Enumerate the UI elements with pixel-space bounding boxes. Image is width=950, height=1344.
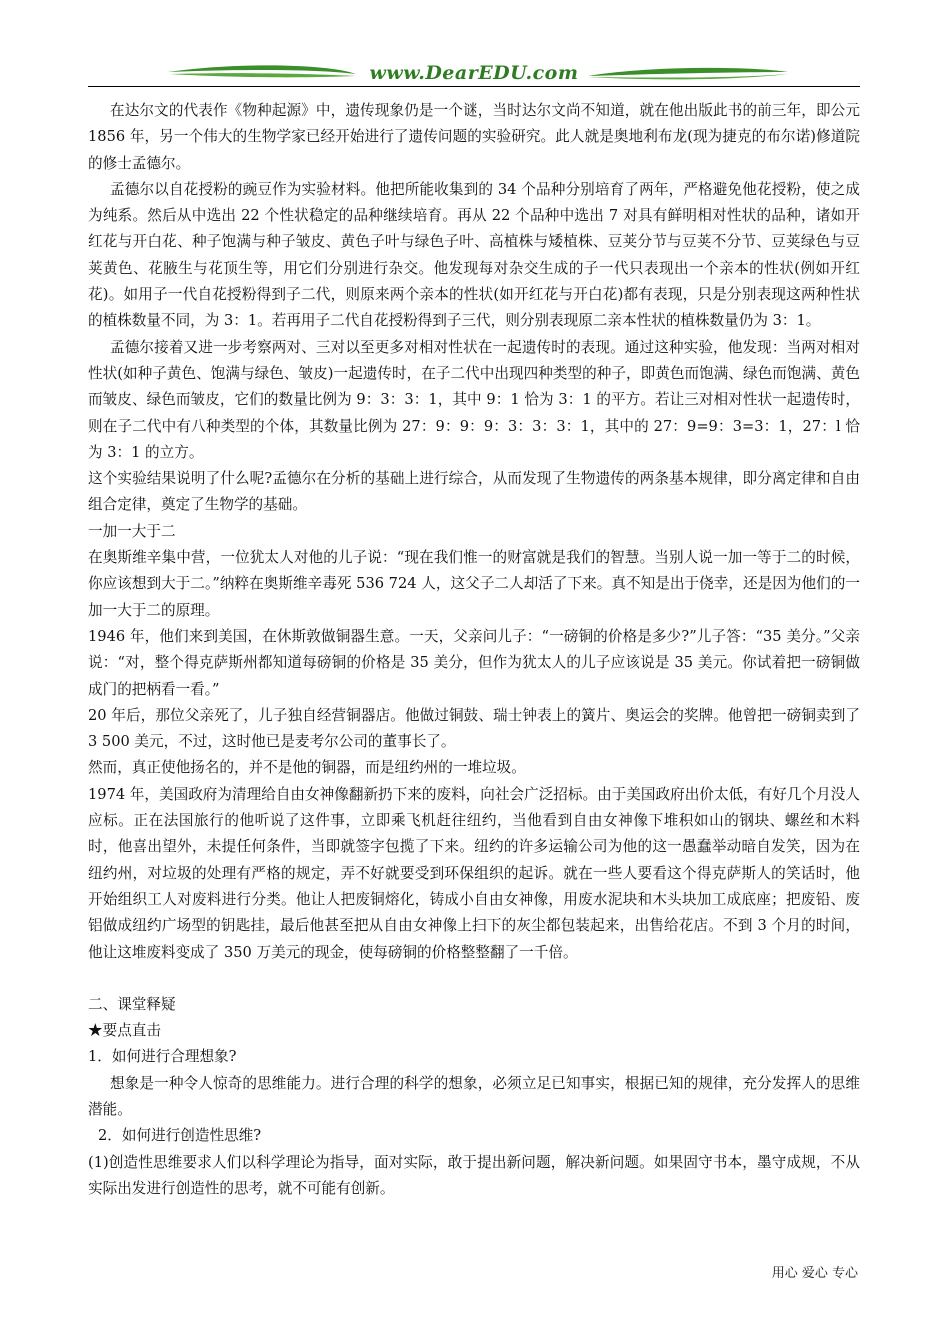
paragraph-20-years-later: 20 年后，那位父亲死了，儿子独自经营铜器店。他做过铜鼓、瑞士钟表上的簧片、奥运会的奖牌。他曾把一磅铜卖到了 3 500 美元，不过，这时他已是麦考尔公司的董事长了。 xyxy=(88,706,860,751)
answer-1: 想象是一种令人惊奇的思维能力。进行合理的科学的想象，必须立足已知事实，根据已知的规律，充分发挥人的思维潜能。 xyxy=(88,1074,860,1118)
paragraph-auschwitz: 在奥斯维辛集中营，一位犹太人对他的儿子说：“现在我们惟一的财富就是我们的智慧。当别人说一加一等于二的时候，你应该想到大于二。”纳粹在奥斯维辛毒死 536 724 人，这父子二人却活了下来。真不知是出于侥幸，还是因为他们的一加一大于二的原理。 xyxy=(88,549,860,619)
section-title-one-plus-one: 一加一大于二 xyxy=(88,522,176,540)
paragraph-1946: 1946 年，他们来到美国，在休斯敦做铜器生意。一天，父亲问儿子：“一磅铜的价格是多少?”儿子答：“35 美分。”父亲说：“对，整个得克萨斯州都知道每磅铜的价格是 35 美分，但作为犹太人的儿子应该说是 35 美元。你试着把一磅铜做成门的把柄看一看。” xyxy=(88,627,860,698)
paragraph-mendel-multi-traits: 孟德尔接着又进一步考察两对、三对以至更多对相对性状在一起遗传时的表现。通过这种实验，他发现：当两对相对性状(如种子黄色、饱满与绿色、皱皮)一起遗传时，在子二代中出现四种类型的种子，即黄色而饱满、绿色而饱满、黄色而皱皮、绿色而皱皮，它们的数量比例为 9：3：3：1，其中 9：1 恰为 3：1 的平方。若让三对相对性状一起遗传时，则在子二代中有八种类型的个体，其数量比例为 27：9：9：9：3：3：3：1，其中的 27：9=9：3=3：1，27：l 恰为 3：1 的立方。 xyxy=(88,338,860,461)
header-divider xyxy=(88,86,860,87)
paragraph-garbage: 然而，真正使他扬名的，并不是他的铜器，而是纽约州的一堆垃圾。 xyxy=(88,759,526,777)
paragraph-mendel-experiment: 孟德尔以自花授粉的豌豆作为实验材料。他把所能收集到的 34 个品种分别培育了两年，严格避免他花授粉，使之成为纯系。然后从中选出 22 个性状稳定的品种继续培育。再从 22 个品种中选出 7 对具有鲜明相对性状的品种，诸如开红花与开白花、种子饱满与种子皱皮、黄色子叶与绿色子叶、高植株与矮植株、豆荚分节与豆荚不分节、豆荚绿色与豆荚黄色、花腋生与花顶生等，用它们分别进行杂交。他发现每对杂交生成的子一代只表现出一个亲本的性状(例如开红花)。如用子一代自花授粉得到子二代，则原来两个亲本的性状(如开红花与开白花)都有表现，只是分别表现这两种性状的植株数量不同，为 3：1。若再用子二代自花授粉得到子三代，则分别表现原二亲本性状的植株数量仍为 3：1。 xyxy=(88,180,860,330)
site-header xyxy=(88,56,860,92)
paragraph-1974: 1974 年，美国政府为清理给自由女神像翻新扔下来的废料，向社会广泛招标。由于美国政府出价太低，有好几个月没人应标。正在法国旅行的他听说了这件事，立即乘飞机赶往纽约，当他看到自由女神像下堆积如山的钢块、螺丝和木料时，他喜出望外，未提任何条件，当即就签字包揽了下来。纽约的许多运输公司为他的这一愚蠢举动暗自发笑，因为在纽约州，对垃圾的处理有严格的规定，弄不好就要受到环保组织的起诉。就在一些人要看这个得克萨斯人的笑话时，他开始组织工人对废料进行分类。他让人把废铜熔化，铸成小自由女神像，用废水泥块和木头块加工成底座；把废铅、废铝做成纽约广场型的钥匙挂，最后他甚至把从自由女神像上扫下的灰尘都包装起来，出售给花店。不到 3 个月的时间，他让这堆废料变成了 350 万美元的现金，使每磅铜的价格整整翻了一千倍。 xyxy=(88,785,860,961)
key-points-heading: ★要点直击 xyxy=(88,1022,161,1040)
page-footer: 用心 爱心 专心 xyxy=(771,1266,858,1281)
paragraph-darwin: 在达尔文的代表作《物种起源》中，遗传现象仍是一个谜，当时达尔文尚不知道，就在他出版此书的前三年，即公元 1856 年，另一个伟大的生物学家已经开始进行了遗传问题的实验研究。此人就是奥地利布龙(现为捷克的布尔诺)修道院的修士孟德尔。 xyxy=(88,102,860,172)
question-2: 2．如何进行创造性思维? xyxy=(98,1127,262,1145)
answer-2-point-1: (1)创造性思维要求人们以科学理论为指导，面对实际，敢于提出新问题，解决新问题。如果固守书本，墨守成规，不从实际出发进行创造性的思考，就不可能有创新。 xyxy=(88,1153,860,1197)
spacer xyxy=(88,966,860,992)
section-heading-classroom: 二、课堂释疑 xyxy=(88,995,176,1013)
site-name: www.DearEDU.com xyxy=(369,62,579,84)
article-body xyxy=(88,98,860,1202)
question-1: 1．如何进行合理想象? xyxy=(88,1048,237,1066)
paragraph-conclusion: 这个实验结果说明了什么呢?孟德尔在分析的基础上进行综合，从而发现了生物遗传的两条基本规律，即分离定律和自由组合定律，奠定了生物学的基础。 xyxy=(88,470,860,514)
